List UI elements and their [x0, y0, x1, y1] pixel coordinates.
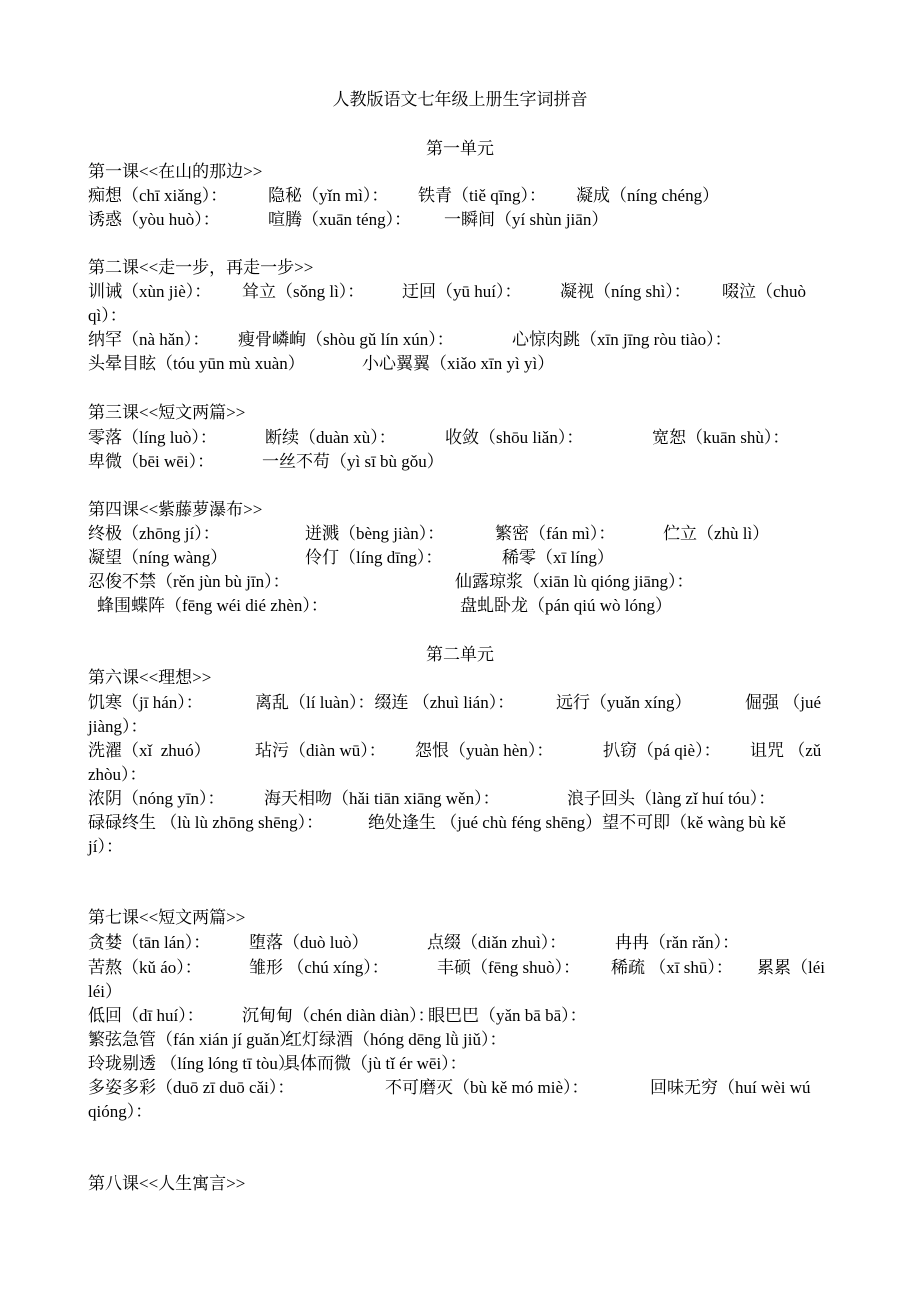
vocab-entry: 扒窃（pá qiè）： — [603, 741, 721, 760]
vocab-entry: 饥寒（jī hán）： — [88, 693, 203, 712]
vocab-entry: 卑微（bēi wēi）： — [88, 452, 215, 471]
vocab-entry: 苦熬（kǔ áo）： — [88, 958, 202, 977]
vocab-entry: qióng）： — [88, 1102, 153, 1121]
vocab-entry: 浓阴（nóng yīn）： — [88, 789, 225, 808]
vocab-entry: 稀疏 （xī shū）： — [611, 958, 733, 977]
vocab-entry: 凝成（níng chéng） — [576, 186, 720, 205]
vocab-entry: 堕落（duò luò） — [249, 933, 369, 952]
vocab-entry: 凝望（níng wàng） — [88, 548, 228, 567]
vocab-entry: 冉冉（rǎn rǎn）： — [615, 933, 740, 952]
vocab-entry: 碌碌终生 （lù lù zhōng shēng）： — [88, 813, 324, 832]
vocab-entry: 铁青（tiě qīng）： — [418, 186, 546, 205]
vocab-entry: 头晕目眩（tóu yūn mù xuàn） — [88, 354, 305, 373]
vocab-entry: 纳罕（nà hǎn）： — [88, 330, 210, 349]
vocab-entry: 痴想（chī xiǎng）： — [88, 186, 228, 205]
vocab-entry: 离乱（lí luàn）：缀连 （zhuì lián）： — [255, 693, 515, 712]
unit-heading: 第一单元 — [426, 139, 494, 158]
vocab-entry: 玲珑剔透 （líng lóng tī tòu）： — [88, 1054, 304, 1073]
vocab-entry: 玷污（diàn wū）： — [255, 741, 386, 760]
vocab-entry: 伶仃（líng dīng）： — [305, 548, 443, 567]
lesson-heading: 第四课<<紫藤萝瀑布>> — [88, 500, 263, 519]
vocab-entry: 隐秘（yǐn mì）： — [268, 186, 389, 205]
vocab-entry: 迂回（yū huí）： — [402, 282, 522, 301]
vocab-entry: 啜泣（chuò — [722, 282, 807, 301]
vocab-entry: 累累（léi — [757, 958, 825, 977]
vocab-entry: 凝视（níng shì）： — [560, 282, 691, 301]
vocab-entry: 点缀（diǎn zhuì）： — [427, 933, 567, 952]
vocab-entry: 低回（dī huí）： — [88, 1006, 204, 1025]
vocab-entry: 瘦骨嶙峋（shòu gǔ lín xún）： — [238, 330, 454, 349]
vocab-entry: 繁密（fán mì）： — [495, 524, 616, 543]
vocab-entry: 诅咒 （zǔ — [750, 741, 822, 760]
vocab-entry: léi） — [88, 982, 122, 1001]
vocab-entry: 怨恨（yuàn hèn）： — [415, 741, 554, 760]
vocab-entry: 宽恕（kuān shù）： — [652, 428, 790, 447]
vocab-entry: 稀零（xī líng） — [502, 548, 614, 567]
vocab-entry: 终极（zhōng jí）： — [88, 524, 220, 543]
lesson-heading: 第一课<<在山的那边>> — [88, 162, 263, 181]
vocab-entry: 诱惑（yòu huò）： — [88, 210, 220, 229]
vocab-entry: 心惊肉跳（xīn jīng ròu tiào）： — [512, 330, 732, 349]
vocab-entry: 盘虬卧龙（pán qiú wò lóng） — [460, 596, 673, 615]
lesson-heading: 第七课<<短文两篇>> — [88, 908, 246, 927]
vocab-entry: 繁弦急管（fán xián jí guǎn）： — [88, 1030, 305, 1049]
vocab-entry: qì）： — [88, 306, 127, 325]
vocab-entry: 沉甸甸（chén diàn diàn）： — [242, 1006, 435, 1025]
vocab-entry: 不可磨灭（bù kě mó miè）： — [385, 1078, 589, 1097]
vocab-entry: 眼巴巴（yǎn bā bā）： — [428, 1006, 587, 1025]
vocab-entry: 一瞬间（yí shùn jiān） — [444, 210, 609, 229]
vocab-entry: 红灯绿酒（hóng dēng lǜ jiǔ）： — [285, 1030, 507, 1049]
vocab-entry: 喧腾（xuān téng）： — [268, 210, 412, 229]
vocab-entry: 忍俊不禁（rěn jùn bù jīn）： — [88, 572, 290, 591]
lesson-heading: 第三课<<短文两篇>> — [88, 403, 246, 422]
vocab-entry: zhòu）： — [88, 765, 147, 784]
vocab-entry: 贪婪（tān lán）： — [88, 933, 211, 952]
vocab-entry: 迸溅（bèng jiàn）： — [305, 524, 445, 543]
vocab-entry: 雏形 （chú xíng）： — [249, 958, 389, 977]
lesson-heading: 第八课<<人生寓言>> — [88, 1174, 246, 1193]
vocab-entry: 训诫（xùn jiè）： — [88, 282, 212, 301]
vocab-entry: 断续（duàn xù）： — [265, 428, 396, 447]
unit-heading: 第二单元 — [426, 645, 494, 664]
vocab-entry: 回味无穷（huí wèi wú — [650, 1078, 811, 1097]
vocab-entry: 蜂围蝶阵（fēng wéi dié zhèn）： — [97, 596, 328, 615]
vocab-entry: 一丝不苟（yì sī bù gǒu） — [262, 452, 444, 471]
document-title: 人教版语文七年级上册生字词拼音 — [332, 90, 588, 109]
vocab-entry: 零落（líng luò）： — [88, 428, 217, 447]
vocab-entry: 倔强 （jué — [745, 693, 822, 712]
vocab-entry: 海天相吻（hǎi tiān xiāng wěn）： — [264, 789, 500, 808]
vocab-entry: 多姿多彩（duō zī duō cǎi）： — [88, 1078, 295, 1097]
vocab-entry: 具体而微（jù tǐ ér wēi）： — [283, 1054, 467, 1073]
vocab-entry: 丰硕（fēng shuò）： — [437, 958, 581, 977]
vocab-entry: 仙露琼浆（xiān lù qióng jiāng）： — [455, 572, 694, 591]
vocab-entry: 伫立（zhù lì） — [663, 524, 770, 543]
vocab-entry: jiàng）： — [88, 717, 148, 736]
vocab-entry: 耸立（sǒng lì）： — [242, 282, 365, 301]
vocab-entry: 绝处逢生 （jué chù féng shēng）望不可即（kě wàng bù kě — [368, 813, 786, 832]
vocab-entry: jí）： — [88, 837, 123, 856]
vocab-entry: 洗濯（xǐ zhuó） — [88, 741, 211, 760]
lesson-heading: 第二课<<走一步，再走一步>> — [88, 258, 314, 277]
vocab-entry: 浪子回头（làng zǐ huí tóu）： — [567, 789, 776, 808]
vocab-entry: 收敛（shōu liǎn）： — [445, 428, 584, 447]
lesson-heading: 第六课<<理想>> — [88, 668, 212, 687]
vocab-entry: 远行（yuǎn xíng） — [556, 693, 692, 712]
vocab-entry: 小心翼翼（xiǎo xīn yì yì） — [362, 354, 555, 373]
